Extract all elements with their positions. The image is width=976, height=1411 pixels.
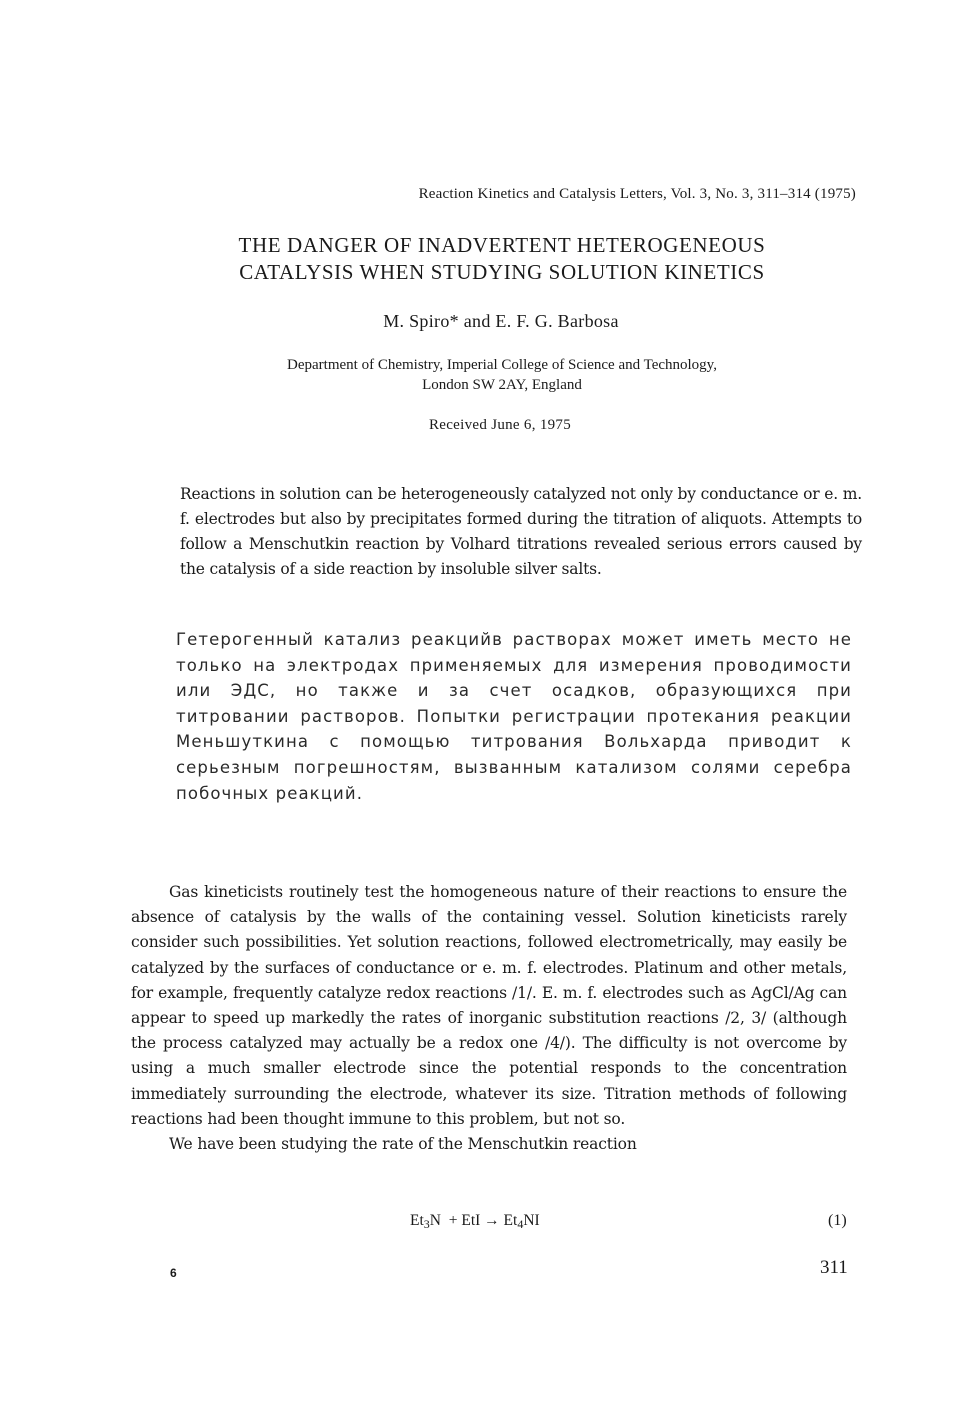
abstract-russian: Гетерогенный катализ реакцийв растворах может иметь место не только на электродах применяемых для измерения проводимости или ЭДС, но также и за счет осадков, образующихся при титровании растворов. Попытки регистрации протекания реакции Меньшуткина с помощью титрования Вольхарда приводит к серьезным погрешностям, вызванным катализом солями серебра побочных реакций. [176,630,852,803]
title-line-2: CATALYSIS WHEN STUDYING SOLUTION KINETICS [239,260,765,284]
body-paragraph-1: Gas kineticists routinely test the homogeneous nature of their reactions to ensure the absence of catalysis by the walls of the containing vessel. Solution kineticists rarely consider such possibilities. Yet solution reactions, followed electrometrically, may easily be catalyzed by the surfaces of conductance or e. m. f. electrodes. Platinum and other metals, for example, frequently catalyze redox reactions /1/. E. m. f. electrodes such as AgCl/Ag can appear to speed up markedly the rates of inorganic substitution reactions /2, 3/ (although the process catalyzed may actually be a redox one /4/). The difficulty is not overcome by using a much smaller electrode since the potential responds to the concentration immediately surrounding the electrode, whatever its size. Titration methods of following reactions had been thought immune to this problem, but not so. [131,883,847,1128]
received-date: Received June 6, 1975 [428,417,572,433]
title-line-1: THE DANGER OF INADVERTENT HETEROGENEOUS [238,233,766,257]
equation-plus: + [448,1212,458,1229]
affiliation-line-2: London SW 2AY, England [422,377,582,393]
paper-title [0,232,976,286]
equation-reactant-1: $Et_3N$ [410,1212,441,1231]
body-text [131,880,847,1157]
body-paragraph-2: We have been studying the rate of the Menschutkin reaction [169,1135,637,1154]
page-number: 311 [820,1257,848,1278]
equation-menschutkin [410,1212,540,1232]
affiliation [0,355,976,395]
author-list: M. Spiro* and E. F. G. Barbosa [383,311,619,331]
journal-citation: Reaction Kinetics and Catalysis Letters, Vol. 3, No. 3, 311–314 (1975) [418,186,856,202]
equation-product: $Et_4NI$ [503,1212,540,1231]
abstract-english: Reactions in solution can be heterogeneously catalyzed not only by conductance or e. m. f. electrodes but also by precipitates formed during the titration of aliquots. Attempts to follow a Menschutkin reaction by Volhard titrations revealed serious errors caused by the catalysis of a side reaction by insoluble silver salts. [180,485,862,578]
signature-mark: 6 [170,1266,177,1280]
equation-arrow: → [484,1212,500,1229]
equation-number: (1) [828,1212,847,1229]
equation-reactant-2: EtI [461,1212,481,1229]
affiliation-line-1: Department of Chemistry, Imperial College of Science and Technology, [287,357,717,373]
